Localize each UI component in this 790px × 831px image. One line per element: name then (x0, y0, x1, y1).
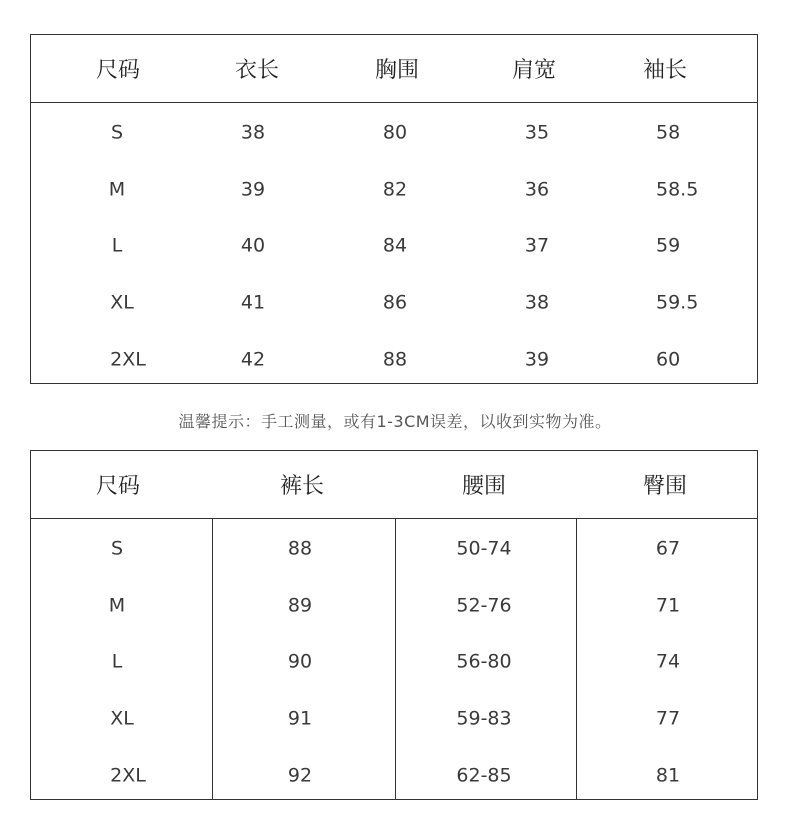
measurement-note: 温馨提示：手工测量，或有1-3CM误差，以收到实物为准。 (178, 412, 612, 431)
table-cell: M (108, 178, 126, 201)
table-cell: 86 (382, 291, 408, 314)
table-cell: 59 (656, 234, 681, 257)
table-cell: 77 (655, 707, 681, 730)
table-cell: 80 (382, 121, 408, 144)
table-cell: 60 (656, 348, 681, 371)
column-divider (576, 518, 577, 799)
table-cell: 52-76 (456, 594, 512, 617)
table-cell: L (111, 650, 123, 673)
table-cell: 90 (287, 650, 313, 673)
table-cell: 42 (240, 348, 266, 371)
header-hip: 臀围 (642, 474, 688, 499)
header-chest: 胸围 (374, 58, 420, 83)
table-cell: M (108, 594, 126, 617)
header-pants-length: 裤长 (279, 474, 325, 499)
table-cell: 59.5 (656, 291, 699, 314)
table-cell: 58.5 (656, 178, 699, 201)
header-length: 衣长 (234, 58, 280, 83)
table-cell: L (111, 234, 123, 257)
table-cell: XL (110, 707, 134, 730)
table-cell: 89 (287, 594, 313, 617)
table-cell: 71 (655, 594, 681, 617)
table-cell: 67 (655, 537, 681, 560)
table-cell: XL (110, 291, 134, 314)
table-cell: 38 (240, 121, 266, 144)
table-cell: S (110, 537, 124, 560)
table-cell: S (110, 121, 124, 144)
table-cell: 41 (240, 291, 266, 314)
column-divider (212, 518, 213, 799)
table-cell: 2XL (110, 764, 146, 787)
table-cell: 40 (240, 234, 266, 257)
top-table-header-row (31, 35, 757, 103)
table-cell: 62-85 (456, 764, 512, 787)
table-cell: 36 (524, 178, 550, 201)
table-cell: 39 (524, 348, 550, 371)
table-cell: 59-83 (456, 707, 512, 730)
table-cell: 81 (655, 764, 681, 787)
header-size: 尺码 (95, 474, 141, 499)
table-cell: 39 (240, 178, 266, 201)
table-cell: 82 (382, 178, 408, 201)
header-shoulder: 肩宽 (511, 58, 557, 83)
table-cell: 50-74 (456, 537, 512, 560)
header-sleeve: 袖长 (642, 58, 688, 83)
table-cell: 35 (524, 121, 550, 144)
table-cell: 37 (524, 234, 550, 257)
top-size-table (30, 34, 758, 384)
table-cell: 88 (287, 537, 313, 560)
table-cell: 2XL (110, 348, 146, 371)
table-cell: 74 (655, 650, 681, 673)
bottom-size-table (30, 450, 758, 800)
table-cell: 88 (382, 348, 408, 371)
table-cell: 56-80 (456, 650, 512, 673)
bottom-table-header-row (31, 451, 757, 519)
header-waist: 腰围 (461, 474, 507, 499)
table-cell: 92 (287, 764, 313, 787)
table-cell: 84 (382, 234, 408, 257)
table-cell: 58 (656, 121, 681, 144)
table-cell: 38 (524, 291, 550, 314)
table-cell: 91 (287, 707, 313, 730)
column-divider (395, 518, 396, 799)
header-size: 尺码 (95, 58, 141, 83)
